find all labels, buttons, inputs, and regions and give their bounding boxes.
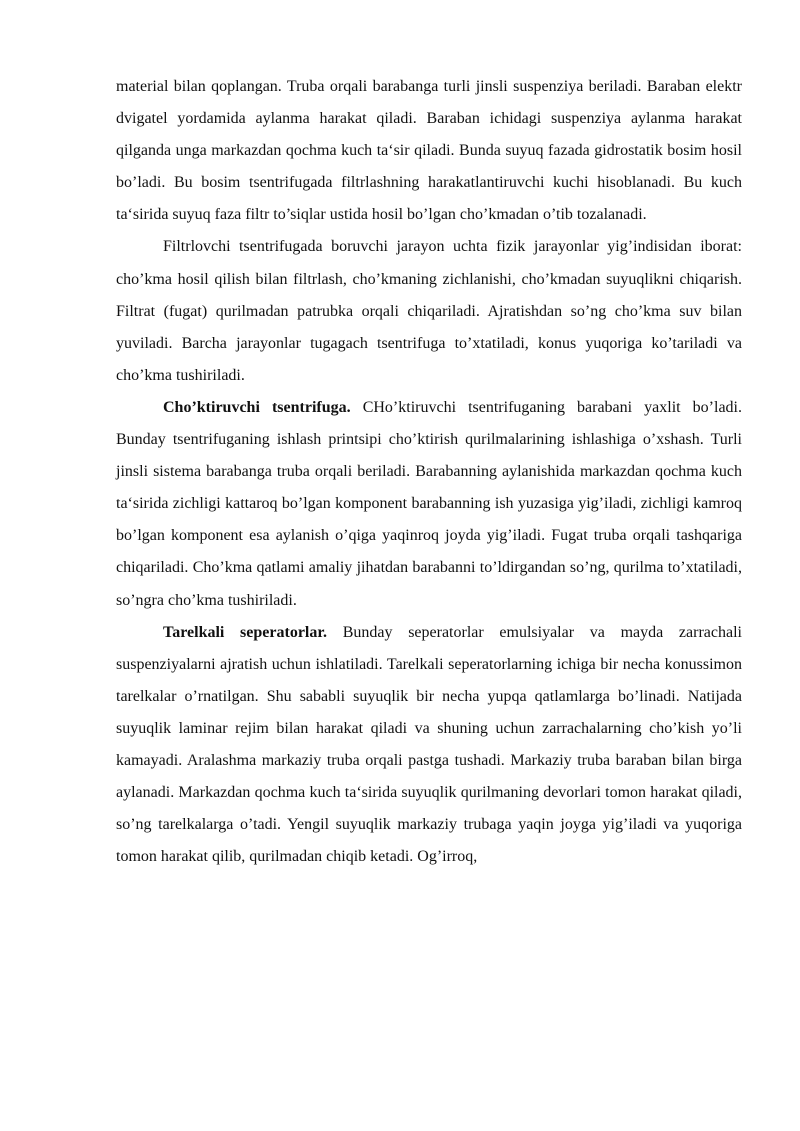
section-term: Cho’ktiruvchi tsentrifuga. <box>163 398 351 416</box>
paragraph-disc-separators <box>116 617 742 874</box>
paragraph-filtering-centrifuge <box>116 231 742 391</box>
paragraph-text: material bilan qoplangan. Truba orqali barabanga turli jinsli suspenziya beriladi. Baraban elektr dvigatel yordamida aylanma harakat qiladi. Baraban ichidagi suspenziya aylanma harakat qilganda unga markazdan qochma kuch ta‘sir qiladi. Bunda suyuq fazada gidrostatik bosim hosil bo’ladi. Bu bosim tsentrifugada filtrlashning harakatlantiruvchi kuchi hisoblanadi. Bu kuch ta‘sirida suyuq faza filtr to’siqlar ustida hosil bo’lgan cho’kmadan o’tib tozalanadi. <box>116 78 742 224</box>
paragraph-text: Bunday seperatorlar emulsiyalar va mayda zarrachali suspenziyalarni ajratish uchun ishlatiladi. Tarelkali seperatorlarning ichiga bir necha konussimon tarelkalar o’rnatilgan. Shu sababli suyuqlik bir necha yupqa qatlamlarga bo’linadi. Natijada suyuqlik laminar rejim bilan harakat qiladi va shuning uchun zarrachalarning cho’kish yo’li kamayadi. Aralashma markaziy truba orqali pastga tushadi. Markaziy truba baraban bilan birga aylanadi. Markazdan qochma kuch ta‘sirida suyuqlik qurilmaning devorlari tomon harakat qiladi, so’ng tarelkalarga o’tadi. Yengil suyuqlik markaziy trubaga yaqin joyga yig’iladi va yuqoriga tomon harakat qilib, qurilmadan chiqib ketadi. Og’irroq, <box>116 623 742 866</box>
paragraph-text: Filtrlovchi tsentrifugada boruvchi jarayon uchta fizik jarayonlar yig’indisidan iborat: cho’kma hosil qilish bilan filtrlash, cho’kmaning zichlanishi, cho’kmadan suyuqlikni chiqarish. Filtrat (fugat) qurilmadan patrubka orqali chiqariladi. Ajratishdan so’ng cho’kma suv bilan yuviladi. Barcha jarayonlar tugagach tsentrifuga to’xtatiladi, konus yuqoriga ko’tariladi va cho’kma tushiriladi. <box>116 238 742 384</box>
paragraph-continuation <box>116 71 742 231</box>
document-page <box>116 71 742 873</box>
paragraph-text: CHo’ktiruvchi tsentrifuganing barabani yaxlit bo’ladi. Bunday tsentrifuganing ishlash printsipi cho’ktirish qurilmalarining ishlashiga o’xshash. Turli jinsli sistema barabanga truba orqali beriladi. Barabanning aylanishida markazdan qochma kuch ta‘sirida zichligi kattaroq bo’lgan komponent barabanning ish yuzasiga yig’iladi, zichligi kamroq bo’lgan komponent esa aylanish o’qiga yaqinroq joyda yig’iladi. Fugat truba orqali tashqariga chiqariladi. Cho’kma qatlami amaliy jihatdan barabanni to’ldirgandan so’ng, qurilma to’xtatiladi, so’ngra cho’kma tushiriladi. <box>116 398 742 609</box>
section-term: Tarelkali seperatorlar. <box>163 623 327 641</box>
paragraph-settling-centrifuge <box>116 392 742 617</box>
